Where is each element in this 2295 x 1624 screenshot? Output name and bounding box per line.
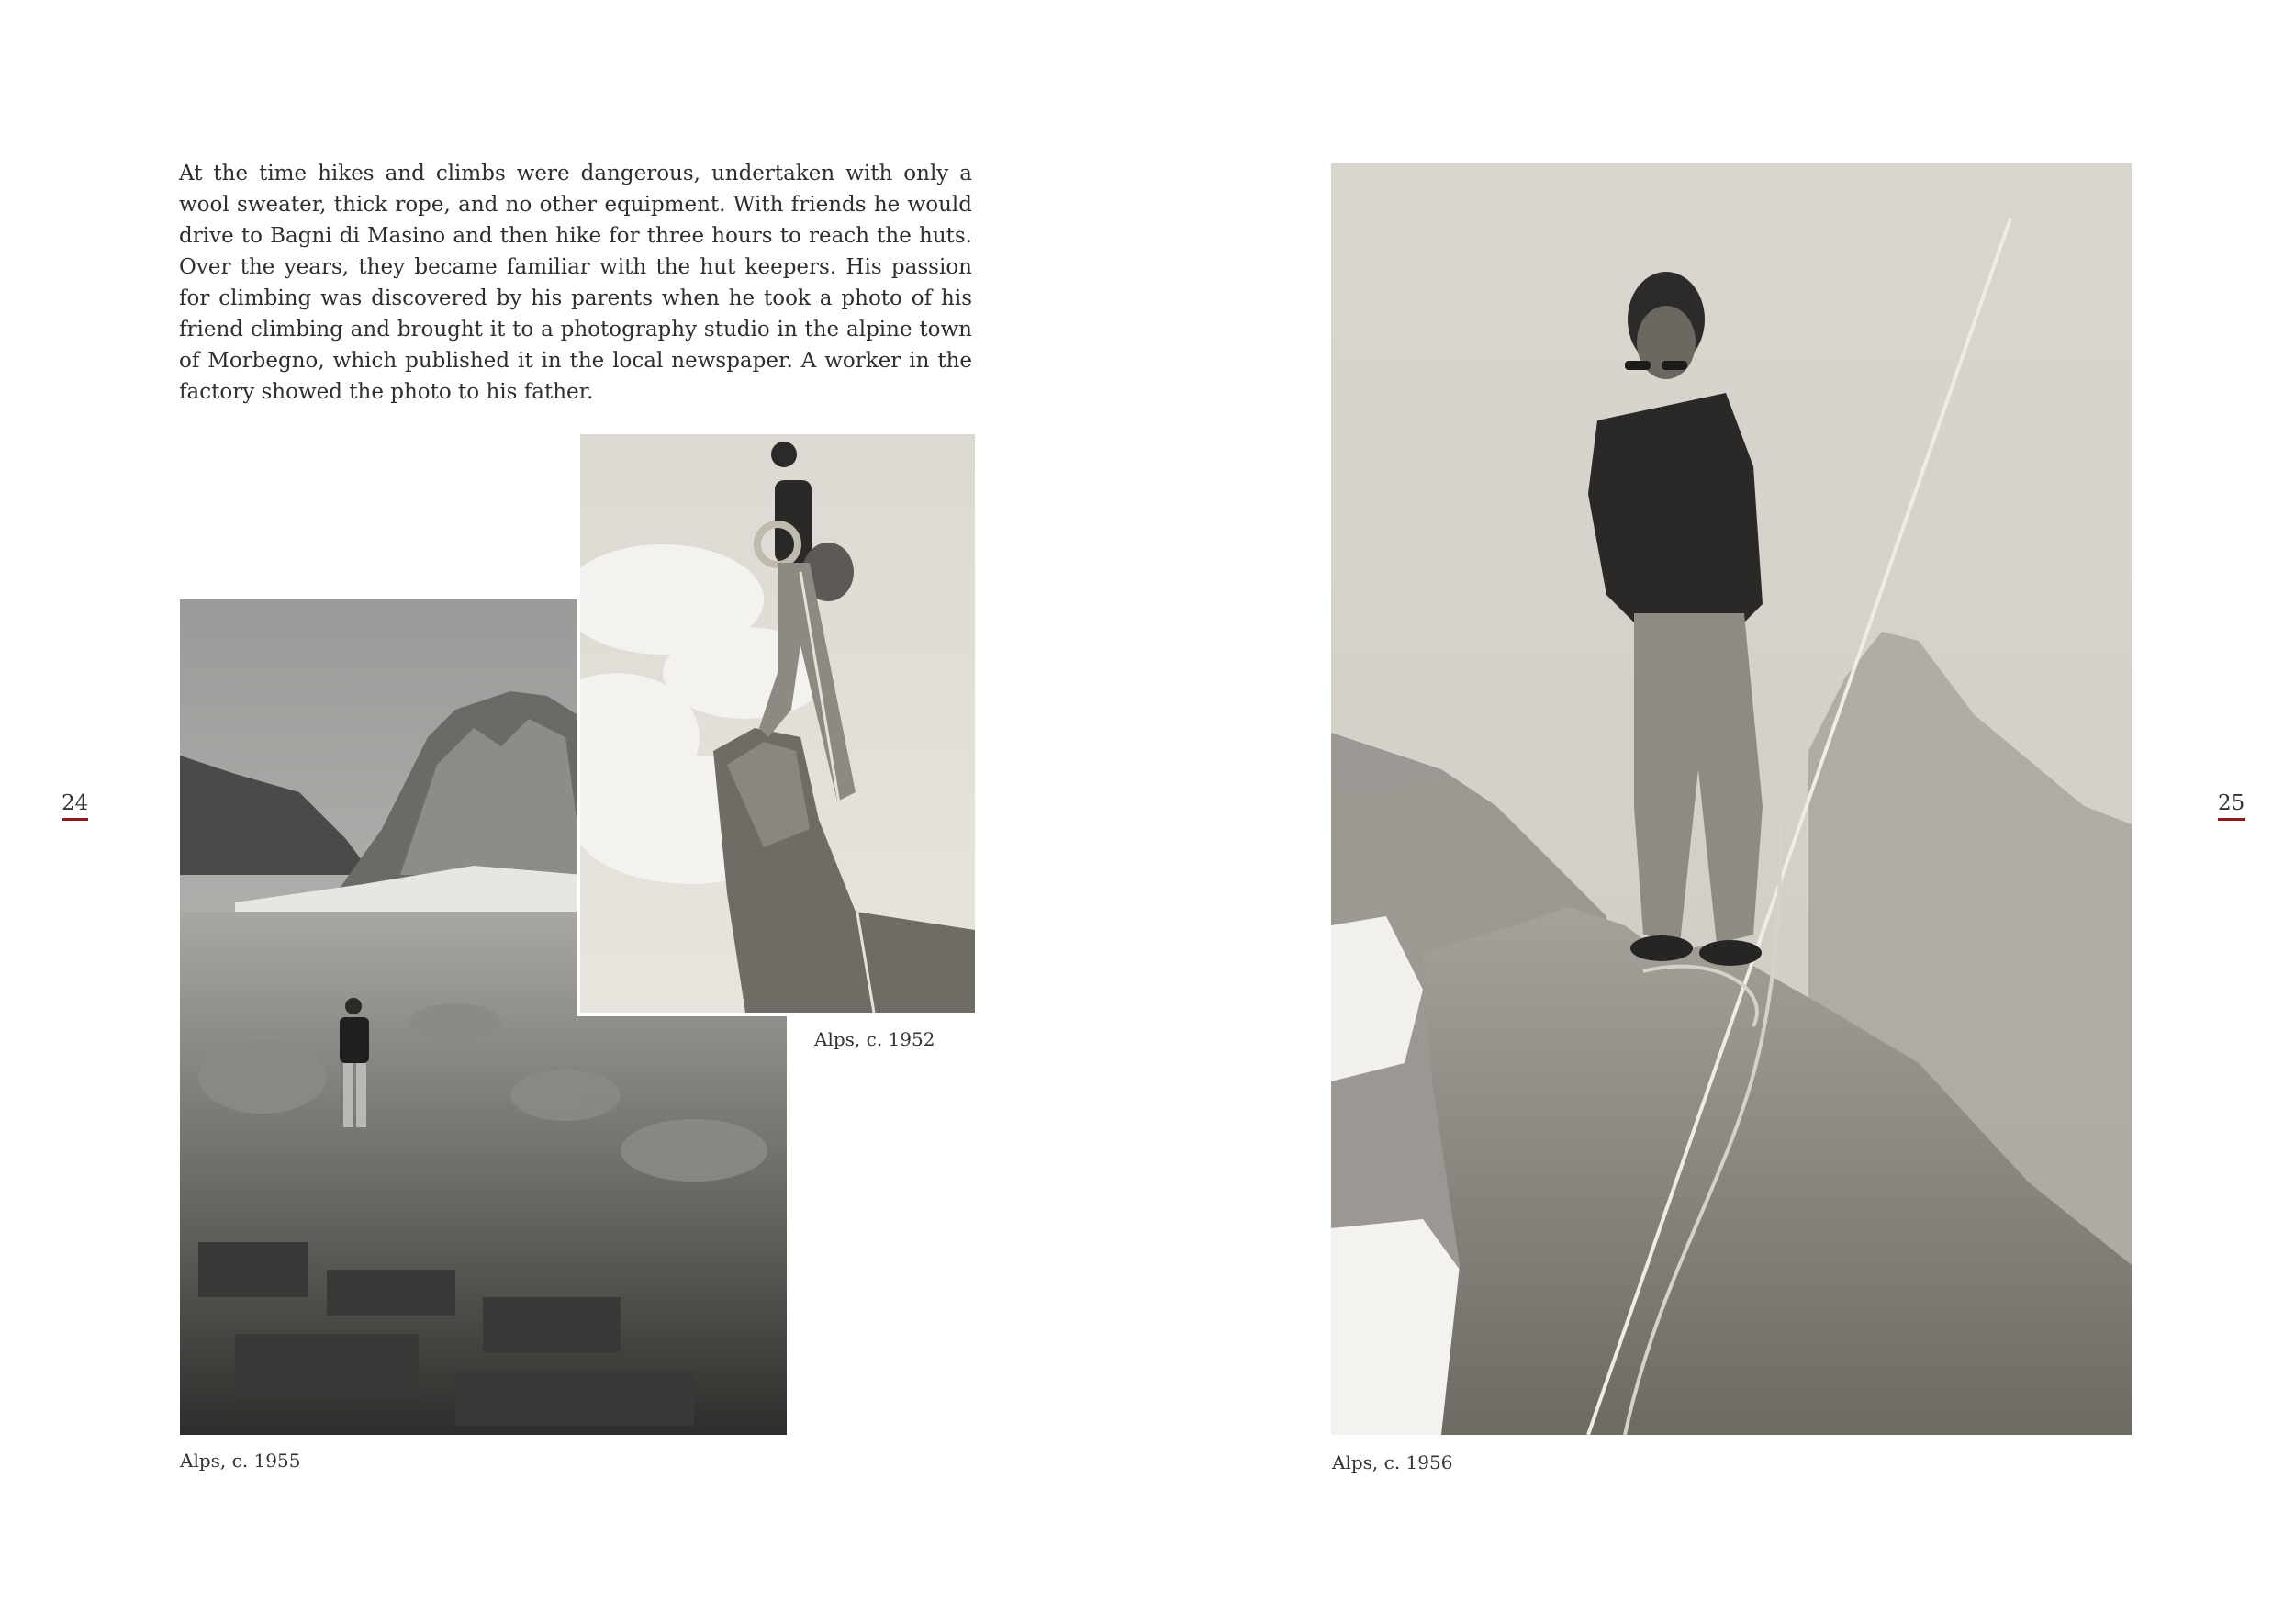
caption-alps-1955: Alps, c. 1955: [180, 1450, 301, 1472]
body-paragraph: At the time hikes and climbs were dangerous, undertaken with only a wool sweater, thick rope, and no other equipment. With friends he would drive to Bagni di Masino and then hike for three hours to reach the huts. Over the years, they became familiar with the hut keepers. His passion for climbing was discovered by his parents when he took a photo of his friend climbing and brought it to a photography studio in the alpine town of Morbegno, which published it in the local newspaper. A worker in the factory showed the photo to his father.: [179, 162, 972, 404]
photo-alps-1956: [1331, 163, 2132, 1435]
caption-alps-1956: Alps, c. 1956: [1332, 1451, 1453, 1473]
page-number-left: 24: [62, 791, 88, 821]
page-number-right: 25: [2218, 791, 2245, 821]
photo-alps-1952: [577, 434, 975, 1016]
caption-alps-1952: Alps, c. 1952: [814, 1028, 935, 1050]
right-page: [1148, 0, 2295, 1624]
